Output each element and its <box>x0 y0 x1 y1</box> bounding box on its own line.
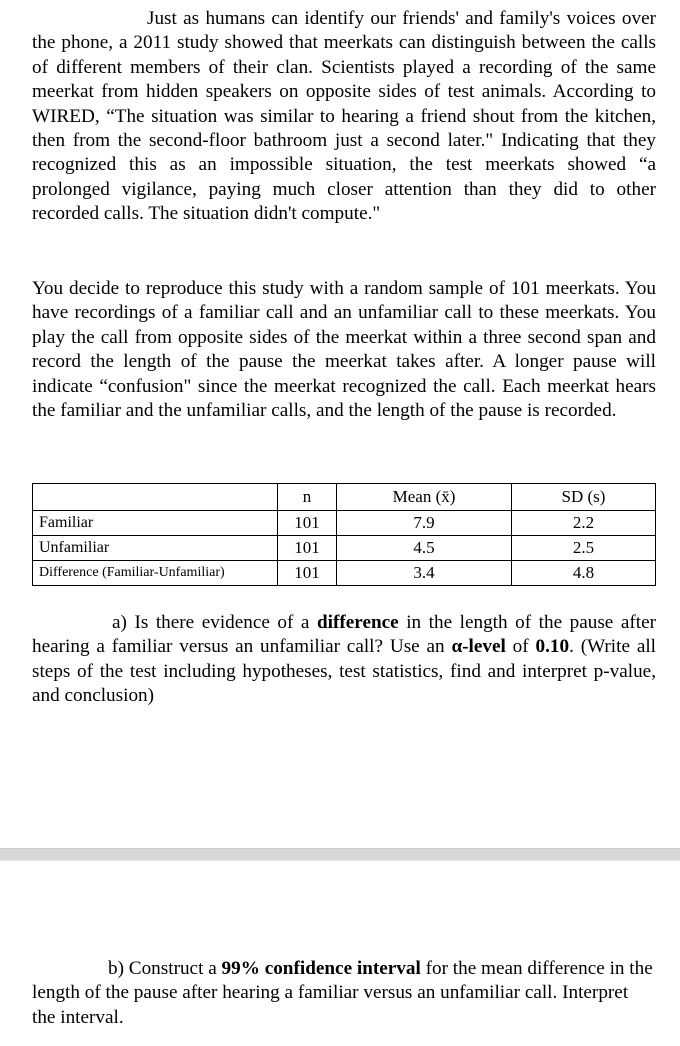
question-b-suffix: for the mean difference in the length of the pause after hearing a familiar versus an unfamiliar call. Interpret the interval. <box>32 958 653 1028</box>
cell-mean: 4.5 <box>337 536 512 561</box>
intro-paragraph: Just as humans can identify our friends' and family's voices over the phone, a 2011 study showed that meerkats can distinguish between the calls of different members of their clan. Scientists played a recording of the same meerkat from hidden speakers on opposite sides of test animals. According to WIRED, “The situation was similar to hearing a friend shout from the kitchen, then from the second-floor bathroom just a second later." Indicating that they recognized this as an impossible situation, the test meerkats showed “a prolonged vigilance, paying much closer attention than they did to other recorded calls. The situation didn't compute." <box>32 8 656 225</box>
question-b <box>32 957 656 1030</box>
question-a <box>32 611 656 709</box>
table-row <box>33 561 656 586</box>
cell-mean: 7.9 <box>337 511 512 536</box>
cell-mean: 3.4 <box>337 561 512 586</box>
row-label: Familiar <box>33 511 278 536</box>
study-setup-paragraph: You decide to reproduce this study with a random sample of 101 meerkats. You have recordings of a familiar call and an unfamiliar call to these meerkats. You play the call from opposite sides of the meerkat within a three second span and record the length of the pause the meerkat takes after. A longer pause will indicate “confusion" since the meerkat recognized the call. Each meerkat hears the familiar and the unfamiliar calls, and the length of the pause is recorded. <box>32 278 656 422</box>
table-row <box>33 536 656 561</box>
header-sd: SD (s) <box>512 484 656 511</box>
header-mean: Mean (x̄) <box>337 484 512 511</box>
cell-n: 101 <box>278 511 337 536</box>
table-header-row <box>33 484 656 511</box>
question-b-prefix: b) Construct a <box>108 958 222 979</box>
cell-sd: 2.2 <box>512 511 656 536</box>
cell-n: 101 <box>278 561 337 586</box>
summary-statistics-table <box>32 483 656 586</box>
question-a-prefix: a) Is there evidence of a <box>112 612 317 633</box>
header-label-cell <box>33 484 278 511</box>
question-a-text: in the length of the pause after hearing a familiar versus an unfamiliar call? Use an <box>32 612 656 658</box>
table-row <box>33 511 656 536</box>
question-a-bold-value: 0.10 <box>535 636 570 658</box>
header-n: n <box>278 484 337 511</box>
question-a-suffix: . (Write all steps of the test including hypotheses, test statistics, find and interpret p-value, and conclusion) <box>32 636 656 707</box>
row-label: Unfamiliar <box>33 536 278 561</box>
section-divider <box>0 848 680 861</box>
question-a-bold-difference: difference <box>316 612 399 633</box>
cell-n: 101 <box>278 536 337 561</box>
cell-sd: 4.8 <box>512 561 656 586</box>
row-label: Difference (Familiar-Unfamiliar) <box>33 561 278 586</box>
question-a-bold-alpha: α-level <box>451 636 506 658</box>
question-b-bold-ci: 99% confidence interval <box>221 958 421 979</box>
question-a-text: of <box>505 636 536 658</box>
cell-sd: 2.5 <box>512 536 656 561</box>
